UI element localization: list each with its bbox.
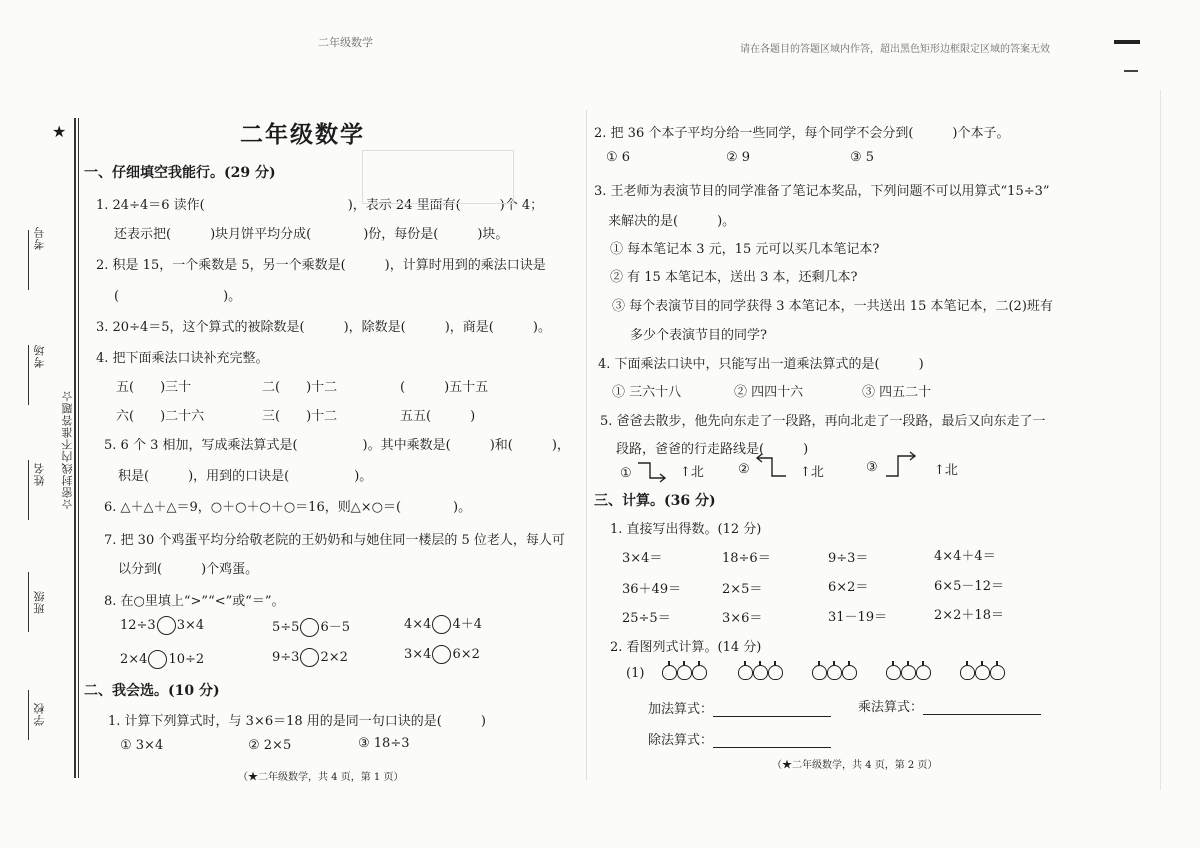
binding-field-line-2 [28,345,29,405]
binding-field-line-3 [28,460,29,520]
p2-q5-line1: 5. 爸爸去散步，他先向东走了一段路，再向北走了一段路，最后又向东走了一 [600,414,1046,429]
header-notice: 请在各题目的答题区域内作答，超出黑色矩形边框限定区域的答案无效 [740,44,1050,55]
label-exam-room: 考场 [33,344,46,368]
p1-q4-item: 三( )十二 [262,409,338,424]
p1-q4-item: 五五( ) [400,409,476,424]
route-1-arrow-icon [636,458,670,484]
p1-s2-q1: 1. 计算下列算式时，与 3×6＝18 用的是同一句口诀的是( ) [108,714,486,729]
p1-q7-line1: 7. 把 30 个鸡蛋平均分给敬老院的王奶奶和与她住同一楼层的 5 位老人，每人可 [104,533,565,548]
seal-text: ☆密封线内不准答题☆ [61,390,74,510]
compare-item: 12÷3 3×4 [120,618,205,633]
calc-item: 25÷5＝ [622,611,671,626]
label-name: 姓名 [33,462,46,486]
apple-icon [692,665,707,680]
p1-q2-line1: 2. 积是 15，一个乘数是 5，另一个乘数是( )，计算时用到的乘法口诀是 [96,258,546,273]
p1-q5-line1: 5. 6 个 3 相加，写成乘法算式是( )。其中乘数是( )和( )， [104,438,570,453]
corner-mark [1114,40,1140,44]
apple-group [812,662,857,681]
p1-q4: 4. 把下面乘法口诀补充完整。 [96,351,269,366]
route-option-label[interactable]: ③ [866,460,878,475]
apple-icon [677,665,692,680]
p1-q8: 8. 在○里填上“>”“<”或“＝”。 [104,594,285,609]
apple-icon [916,665,931,680]
p1-q6: 6. △＋△＋△＝9，○＋○＋○＋○＝16，则△×○＝( )。 [104,500,472,515]
option[interactable]: ② 四四十六 [734,385,804,400]
p1-q1-line2: 还表示把( )块月饼平均分成( )份，每份是( )块。 [114,227,509,242]
section-2-heading: 二、我会选。(10 分) [84,683,220,699]
p1-q5-line2: 积是( )，用到的口诀是( )。 [118,469,373,484]
option[interactable]: ① 每本笔记本 3 元，15 元可以买几本笔记本? [610,242,880,257]
calc-item: 18÷6＝ [722,551,771,566]
p1-q7-line2: 以分到( )个鸡蛋。 [118,562,259,577]
corner-mark-2 [1124,70,1138,72]
route-option-label[interactable]: ② [738,462,750,477]
p2-s3-sub2: 2. 看图列式计算。(14 分) [610,640,762,655]
calc-item: 3×4＝ [622,551,663,566]
page-title: 二年级数学 [240,121,365,148]
p1-q4-item: 五( )三十 [116,380,192,395]
apple-group [886,662,931,681]
compare-item: 5÷5 6－5 [272,620,350,635]
addition-formula: 加法算式： [648,698,831,717]
multiplication-answer-line[interactable] [923,702,1041,715]
compare-circle[interactable] [300,618,319,637]
apple-icon [753,665,768,680]
p2-s3-sub1: 1. 直接写出得数。(12 分) [610,522,762,537]
apple-group [738,662,783,681]
option[interactable]: ③ 5 [850,150,875,165]
option[interactable]: ③ 每个表演节目的同学获得 3 本笔记本，一共送出 15 本笔记本，二(2)班有 [612,299,1053,314]
label-school: 学校 [33,702,46,726]
p1-q4-item: ( )五十五 [400,380,489,395]
section-3-heading: 三、计算。(36 分) [594,493,716,509]
multiplication-formula: 乘法算式： [858,696,1041,715]
right-edge [1160,90,1161,790]
option[interactable]: ③ 四五二十 [862,385,932,400]
apple-icon [975,665,990,680]
p2-q3-line1: 3. 王老师为表演节目的同学准备了笔记本奖品，下列问题不可以用算式“15÷3” [594,184,1050,199]
addition-answer-line[interactable] [713,704,831,717]
showthrough-table [362,150,514,204]
calc-item: 6×2＝ [828,580,869,595]
option[interactable]: ② 9 [726,150,751,165]
p1-q1-line1: 1. 24÷4＝6 读作( )，表示 24 里面有( )个 4； [96,198,544,213]
option[interactable]: ① 3×4 [120,738,164,753]
compare-item: 9÷3 2×2 [272,650,348,665]
p2-q4: 4. 下面乘法口诀中，只能写出一道乘法算式的是( ) [598,357,924,372]
option[interactable]: ② 有 15 本笔记本，送出 3 本，还剩几本? [610,270,858,285]
calc-item: 4×4＋4＝ [934,549,996,564]
calc-item: 36＋49＝ [622,582,682,597]
option[interactable]: ① 6 [606,150,631,165]
apple-icon [901,665,916,680]
apple-icon [827,665,842,680]
north-label: ↑北 [934,463,958,478]
p1-q4-item: 六( )二十六 [116,409,205,424]
option[interactable]: ② 2×5 [248,738,292,753]
p2-q2: 2. 把 36 个本子平均分给一些同学，每个同学不会分到( )个本子。 [594,126,1010,141]
apple-icon [842,665,857,680]
apple-icon [886,665,901,680]
apple-icon [662,665,677,680]
compare-item: 3×4 6×2 [404,647,480,662]
calc-item: 31－19＝ [828,610,888,625]
apple-group [662,662,707,681]
calc-item: 2×2＋18＝ [934,608,1004,623]
option[interactable]: ① 三六十八 [612,385,682,400]
header-left-cut: 二年级数学 [318,36,373,49]
apple-icon [812,665,827,680]
route-2-arrow-icon [754,452,790,480]
route-3-arrow-icon [884,450,920,480]
compare-circle[interactable] [432,645,451,664]
section-1-heading: 一、仔细填空我能行。(29 分) [84,165,276,181]
p2-q5-line2: 段路，爸爸的行走路线是( ) [616,442,809,457]
compare-circle[interactable] [157,616,176,635]
p2-q3-opt3-cont: 多少个表演节目的同学? [630,328,767,343]
apple-icon [960,665,975,680]
p1-q2-line2: ( )。 [114,289,242,304]
apple-icon [738,665,753,680]
compare-item: 2×4 10÷2 [120,652,205,667]
apple-icon [768,665,783,680]
route-option-label[interactable]: ① [620,466,632,481]
page-divider [586,110,587,780]
calc-item: 2×5＝ [722,582,763,597]
p1-q3: 3. 20÷4＝5，这个算式的被除数是( )，除数是( )，商是( )。 [96,320,551,335]
label-class: 班级 [33,590,46,614]
division-answer-line[interactable] [713,735,831,748]
north-label: ↑北 [800,465,824,480]
binding-star: ★ [52,122,67,141]
binding-field-line-5 [28,690,29,740]
division-formula: 除法算式： [648,729,831,748]
apple-group [960,662,1005,681]
calc-item: 3×6＝ [722,611,763,626]
compare-circle[interactable] [432,615,451,634]
label-exam-no: 考号 [33,226,46,250]
p1-q4-item: 二( )十二 [262,380,338,395]
calc-item: 6×5－12＝ [934,579,1004,594]
north-label: ↑北 [680,465,704,480]
compare-item: 4×4 4＋4 [404,617,482,632]
compare-circle[interactable] [148,650,167,669]
compare-circle[interactable] [300,648,319,667]
binding-field-line-1 [28,230,29,290]
picture-label: (1) [626,666,645,681]
option[interactable]: ③ 18÷3 [358,736,410,751]
apple-icon [990,665,1005,680]
page2-footer: （★二年级数学，共 4 页，第 2 页） [772,760,938,771]
calc-item: 9÷3＝ [828,551,869,566]
binding-field-line-4 [28,572,29,632]
page1-footer: （★二年级数学，共 4 页，第 1 页） [238,772,404,783]
p2-q3-line2: 来解决的是( )。 [608,214,736,229]
binding-line-inner [78,118,79,778]
